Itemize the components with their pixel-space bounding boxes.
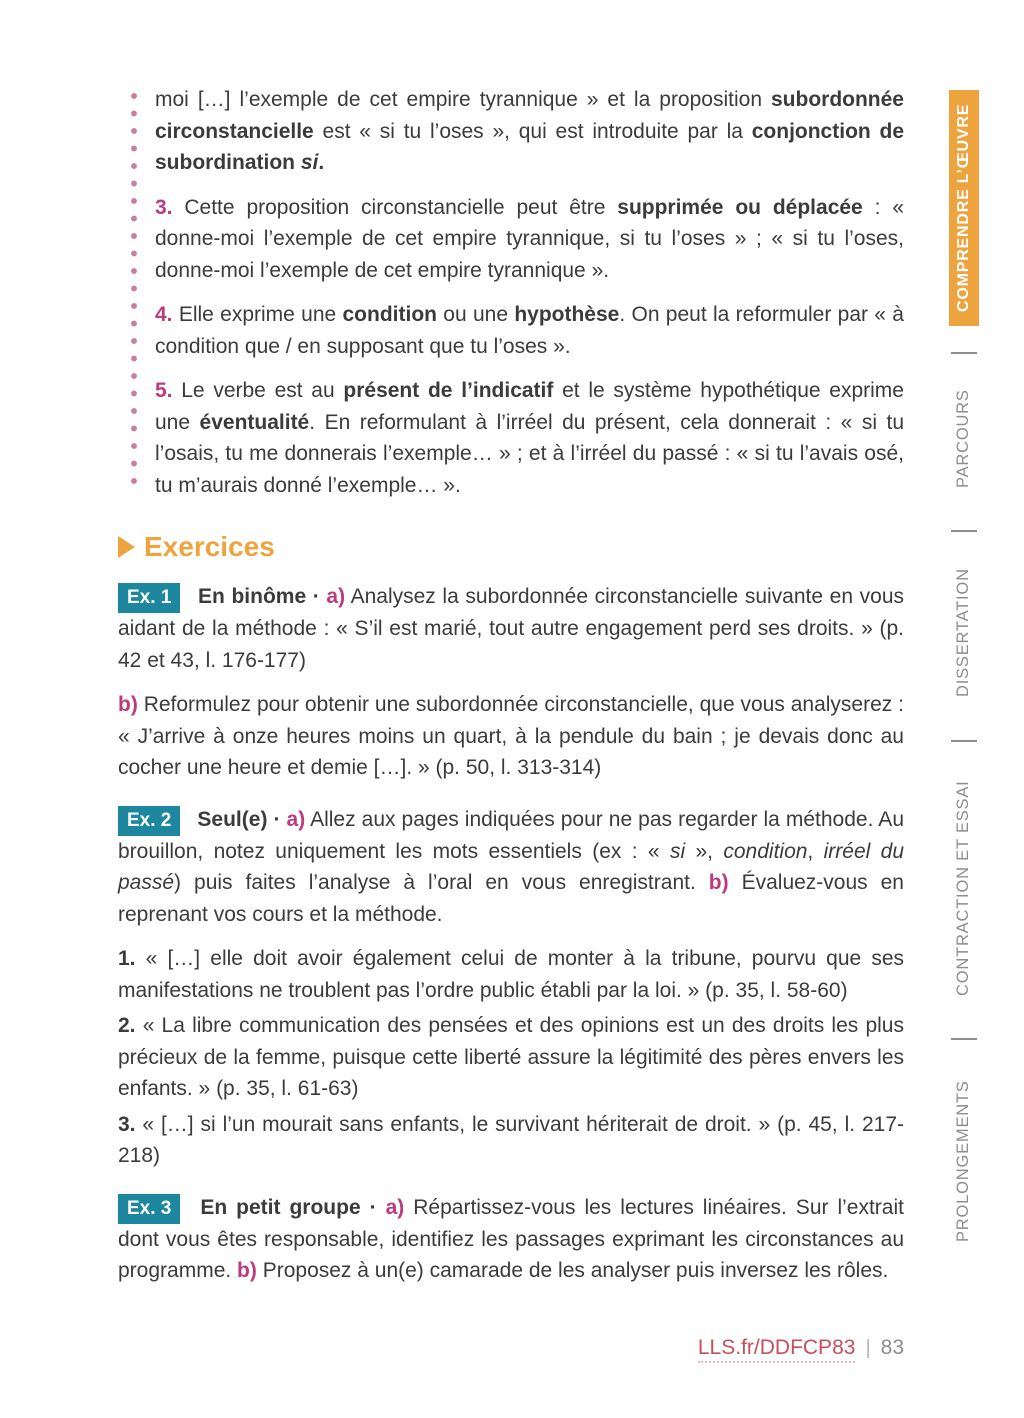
triangle-right-icon: [118, 536, 135, 558]
dotted-margin-rule: [130, 92, 138, 491]
exercises-heading: [118, 531, 904, 563]
main-column: [118, 84, 904, 1287]
correction-paragraph-3: 3. Cette proposition circonstancielle peut être supprimée ou déplacée : « donne-moi l’exemple de cet empire tyrannique, si tu l’oses » ; « si tu l’oses, donne-moi l’exemple de cet empire tyrannique ».: [155, 195, 904, 282]
sidebar-tab-comprendre-loeuvre: COMPRENDRE L’ŒUVRE: [949, 90, 979, 326]
exercise-2-badge: Ex. 2: [118, 806, 180, 836]
exercise-3-intro-text: En petit groupe · a) Répartissez-vous les lectures linéaires. Sur l’extrait dont vous êtes responsable, identifiez les passages exprimant les circonstances au programme. b) Proposez à un(e) camarade de les analyser puis inversez les rôles.: [118, 1195, 904, 1282]
exercise-2-intro: [118, 804, 904, 931]
sidebar-tab-contraction-et-essai: CONTRACTION ET ESSAI: [954, 780, 972, 996]
exercise-2-quote-1: 1. « […] elle doit avoir également celui de monter à la tribune, pourvu que ses manifestations ne troublent pas l’ordre public établi par la loi. » (p. 35, l. 58-60): [118, 947, 904, 1002]
exercise-3-intro: [118, 1192, 904, 1287]
exercise-1-badge: Ex. 1: [118, 583, 180, 613]
correction-paragraph-intro: moi […] l’exemple de cet empire tyrannique » et la proposition subordonnée circonstancielle est « si tu l’oses », qui est introduite par la conjonction de subordination si.: [155, 88, 905, 174]
sidebar-divider: [951, 740, 977, 742]
section-tabs-sidebar: [946, 0, 982, 1418]
exercise-1-intro-text: En binôme · a) Analysez la subordonnée circonstancielle suivante en vous aidant de la méthode : « S’il est marié, tout autre engagement perd ses droits. » (p. 42 et 43, l. 176-177): [118, 585, 905, 672]
exercise-1-intro: [118, 581, 904, 676]
correction-paragraph-4: 4. Elle exprime une condition ou une hypothèse. On peut la reformuler par « à condition que / en supposant que tu l’oses ».: [155, 303, 904, 358]
exercise-2-quote-2: 2. « La libre communication des pensées et des opinions est un des droits les plus précieux de la femme, puisque cette liberté assure la légitimité des pères envers les enfants. » (p. 35, l. 61-63): [118, 1014, 904, 1100]
exercise-3-badge: Ex. 3: [118, 1194, 180, 1224]
sidebar-tab-parcours: PARCOURS: [954, 389, 972, 489]
exercise-1-part-b: b) Reformulez pour obtenir une subordonnée circonstancielle, que vous analyserez : « J’arrive à onze heures moins un quart, à la pendule du bain ; je devais donc au cocher une heure et demie […]. » (p. 50, l. 313-314): [118, 693, 904, 779]
sidebar-tab-dissertation: DISSERTATION: [954, 568, 972, 698]
sidebar-divider: [951, 352, 977, 354]
exercise-2-quote-3: 3. « […] si l’un mourait sans enfants, le survivant hériterait de droit. » (p. 45, l. 217-218): [118, 1112, 904, 1167]
sidebar-divider: [951, 1038, 977, 1040]
correction-paragraph-5: 5. Le verbe est au présent de l’indicatif et le système hypothétique exprime une éventualité. En reformulant à l’irréel du présent, cela donnerait : « si tu l’osais, tu me donnerais l’exemple… » ; et à l’irréel du passé : « si tu l’avais osé, tu m’aurais donné l’exemple… ».: [155, 379, 905, 497]
sidebar-divider: [951, 530, 977, 532]
exercise-2-intro-text: Seul(e) · a) Allez aux pages indiquées pour ne pas regarder la méthode. Au brouillon, notez uniquement les mots essentiels (ex : « si », condition, irréel du passé) puis faites l’analyse à l’oral en vous enregistrant. b) Évaluez-vous en reprenant vos cours et la méthode.: [118, 807, 905, 926]
page-footer: [698, 1336, 904, 1363]
page-number: 83: [880, 1336, 904, 1359]
exercises-heading-label: Exercices: [144, 531, 275, 562]
sidebar-tab-prolongements: PROLONGEMENTS: [954, 1080, 972, 1242]
footer-resource-link[interactable]: LLS.fr/DDFCP83: [698, 1336, 856, 1363]
correction-block: [118, 84, 904, 501]
footer-separator: |: [865, 1337, 871, 1359]
